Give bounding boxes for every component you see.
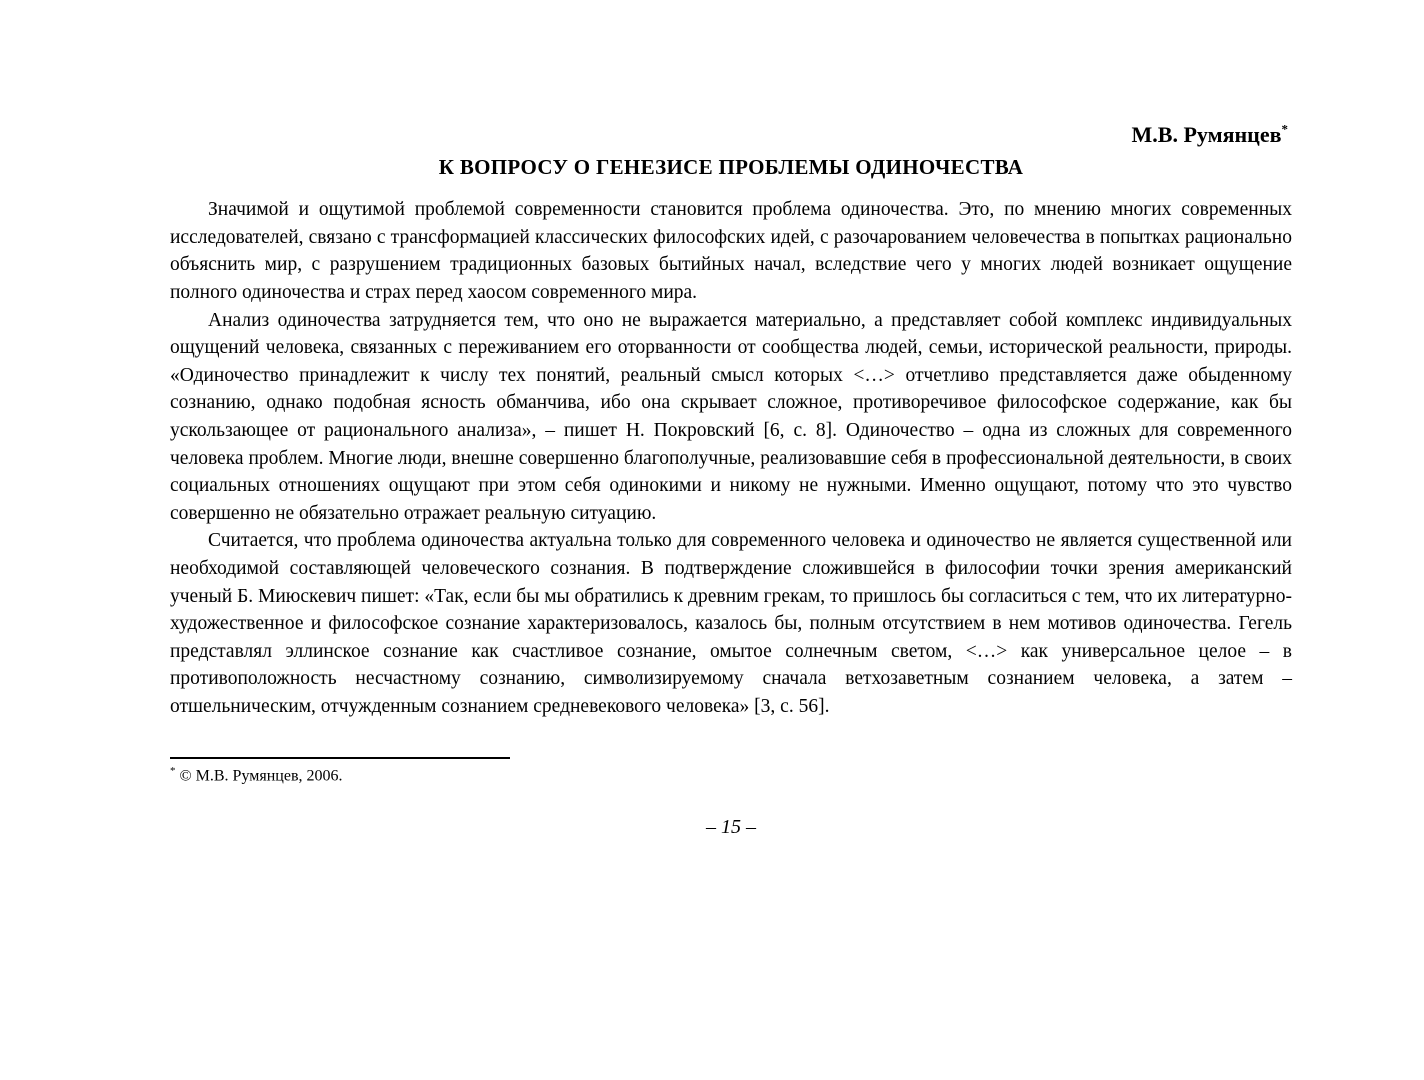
paragraph-3: Считается, что проблема одиночества актуальна только для современного человека и одиночество не является существенной или необходимой составляющей человеческого сознания. В подтверждение сложившейся в философии точки зрения американский ученый Б. Миюскевич пишет: «Так, если бы мы обратились к древним грекам, то пришлось бы согласиться с тем, что их литературно-художественное и философское сознание характеризовалось, казалось бы, полным отсутствием в нем мотивов одиночества. Гегель представлял эллинское сознание как счастливое сознание, омытое солнечным светом, <…> как универсальное целое – в противоположность несчастному сознанию, символизируемому сначала ветхозаветным сознанием человека, а затем – отшельническим, отчужденным сознанием средневекового человека» [3, с. 56].: [170, 530, 1292, 717]
text-block: [170, 122, 1292, 839]
footnote-separator-rule: [170, 757, 510, 759]
page-number: – 15 –: [706, 815, 756, 838]
paragraph-1: Значимой и ощутимой проблемой современности становится проблема одиночества. Это, по мнению многих современных исследователей, связано с трансформацией классических философских идей, с разочарованием человечества в попытках рационально объяснить мир, с разрушением традиционных базовых бытийных начал, вследствие чего у многих людей возникает ощущение полного одиночества и страх перед хаосом современного мира.: [170, 199, 1292, 304]
footnote-marker: *: [170, 764, 176, 777]
author-name: М.В. Румянцев: [1131, 122, 1282, 147]
footnote: [170, 765, 1292, 786]
footnote-text: © М.В. Румянцев, 2006.: [179, 766, 343, 784]
article-title: К ВОПРОСУ О ГЕНЕЗИСЕ ПРОБЛЕМЫ ОДИНОЧЕСТВА: [438, 155, 1024, 180]
paragraph-2: Анализ одиночества затрудняется тем, что оно не выражается материально, а представляет собой комплекс индивидуальных ощущений человека, связанных с переживанием его оторванности от сообщества людей, семьи, исторической реальности, природы. «Одиночество принадлежит к числу тех понятий, реальный смысл которых <…> отчетливо представляется даже обыденному сознанию, однако подобная ясность обманчива, ибо она скрывает сложное, противоречивое философское содержание, как бы ускользающее от рационального анализа», – пишет Н. Покровский [6, с. 8]. Одиночество – одна из сложных для современного человека проблем. Многие люди, внешне совершенно благополучные, реализовавшие себя в профессиональной деятельности, в своих социальных отношениях ощущают при этом себя одинокими и никому не нужными. Именно ощущают, потому что это чувство совершенно не обязательно отражает реальную ситуацию.: [170, 309, 1292, 524]
author-footnote-marker: *: [1281, 121, 1288, 137]
author-line: [170, 122, 1292, 147]
